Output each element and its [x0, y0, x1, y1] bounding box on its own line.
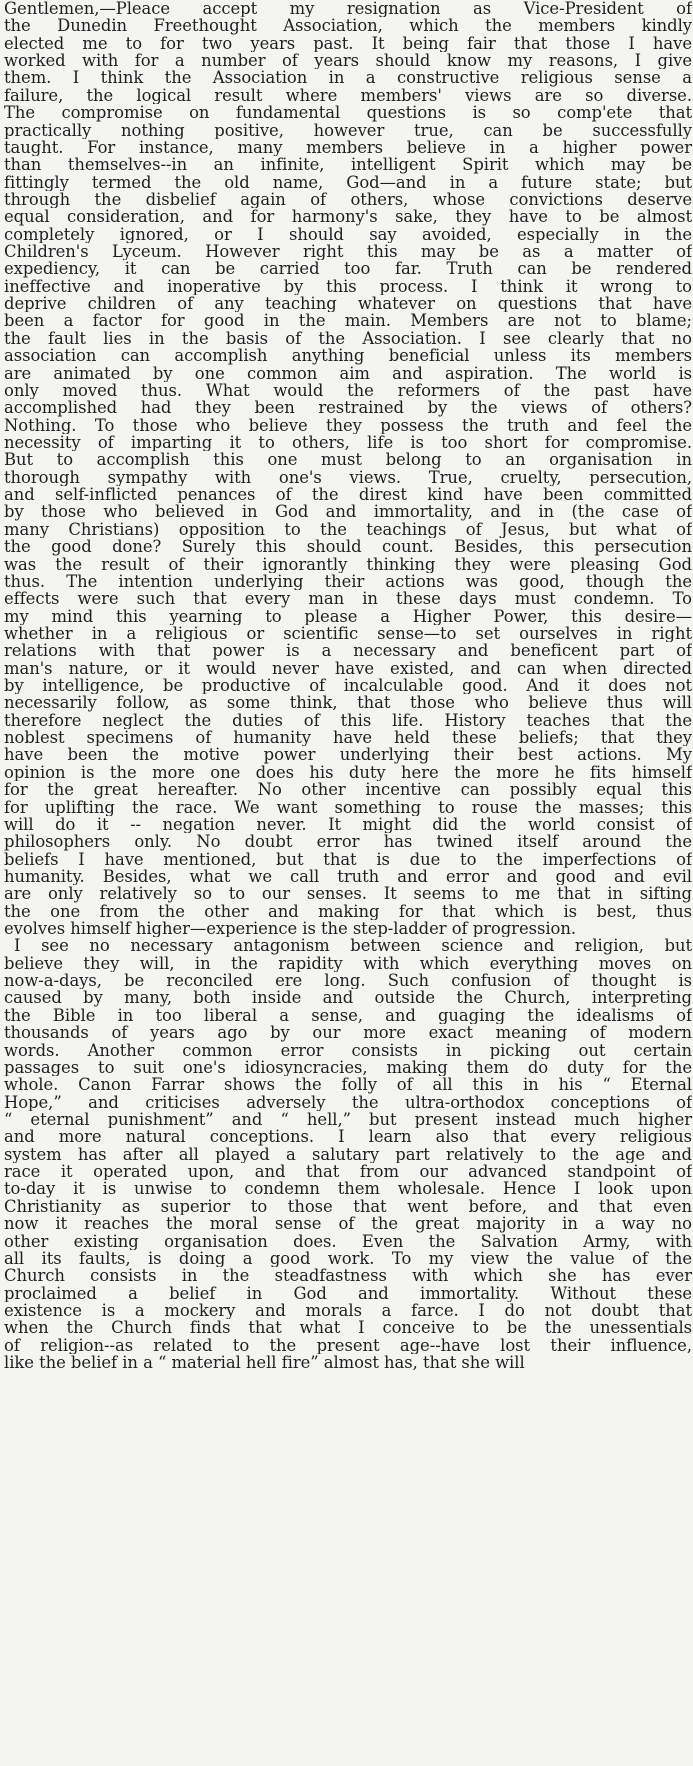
text-line: elected me to for two years past. It being fair that those I have: [4, 34, 692, 53]
text-line: thorough sympathy with one's views. True, cruelty, persecution,: [4, 468, 692, 487]
text-line: association can accomplish anything beneficial unless its members: [4, 347, 692, 365]
text-line: for uplifting the race. We want something to rouse the masses; this: [4, 798, 692, 816]
text-line: deprive children of any teaching whatever on questions that have: [4, 295, 692, 313]
letter-paragraph: [4, 937, 692, 1371]
text-line: Hope,” and criticises adversely the ultra-orthodox conceptions of: [4, 1093, 692, 1111]
text-line: evolves himself higher—experience is the step-ladder of progression.: [4, 920, 577, 938]
text-line: necessarily follow, as some think, that those who believe thus will: [4, 694, 692, 712]
text-line: Church consists in the steadfastness with which she has ever: [4, 1267, 692, 1285]
text-line: proclaimed a belief in God and immortality. Without these: [4, 1284, 692, 1302]
text-line: noblest specimens of humanity have held these beliefs; that they: [4, 729, 692, 747]
text-line: and more natural conceptions. I learn also that every religious: [4, 1128, 692, 1146]
text-line: the fault lies in the basis of the Association. I see clearly that no: [4, 329, 692, 348]
text-line: accomplished had they been restrained by the views of others?: [4, 399, 692, 417]
text-line: and self-inflicted penances of the direst kind have been committed: [4, 486, 692, 504]
text-line: philosophers only. No doubt error has twined itself around the: [4, 833, 692, 851]
text-line: worked with for a number of years should know my reasons, I give: [4, 52, 692, 70]
text-line: thousands of years ago by our more exact meaning of modern: [4, 1024, 692, 1042]
text-line: the Bible in too liberal a sense, and guaging the idealisms of: [4, 1006, 692, 1025]
text-line: Nothing. To those who believe they possess the truth and feel the: [4, 416, 692, 434]
text-line: race it operated upon, and that from our advanced standpoint of: [4, 1163, 692, 1181]
text-line: opinion is the more one does his duty here the more he fits himself: [4, 763, 692, 782]
text-line: them. I think the Association in a constructive religious sense a: [4, 69, 692, 87]
text-line: system has after all played a salutary part relatively to the age and: [4, 1145, 692, 1164]
text-line: my mind this yearning to please a Higher Power, this desire—: [4, 607, 692, 625]
text-line: practically nothing positive, however true, can be successfully: [4, 121, 692, 139]
letter-column: [4, 0, 692, 1371]
text-line: like the belief in a “ material hell fire” almost has, that she will: [4, 1354, 525, 1372]
text-line: the one from the other and making for that which is best, thus: [4, 902, 692, 921]
text-line: all its faults, is doing a good work. To my view the value of the: [4, 1249, 692, 1268]
text-line: passages to suit one's idiosyncracies, making them do duty for the: [4, 1058, 692, 1077]
text-line: now-a-days, be reconciled ere long. Such confusion of thought is: [4, 972, 692, 990]
text-line: Gentlemen,—Pleace accept my resignation as Vice-President of: [4, 0, 692, 18]
text-line: beliefs I have mentioned, but that is due to the imperfections of: [4, 850, 692, 868]
text-line: are only relatively so to our senses. It seems to me that in sifting: [4, 885, 692, 903]
text-line: existence is a mockery and morals a farce. I do not doubt that: [4, 1301, 692, 1320]
text-line: whole. Canon Farrar shows the folly of all this in his “ Eternal: [4, 1076, 692, 1094]
text-line: Children's Lyceum. However right this may be as a matter of: [4, 243, 692, 261]
text-line: many Christians) opposition to the teachings of Jesus, but what of: [4, 520, 692, 539]
text-line: the good done? Surely this should count. Besides, this persecution: [4, 538, 692, 556]
text-line: for the great hereafter. No other incentive can possibly equal this: [4, 781, 692, 799]
text-line: relations with that power is a necessary and beneficent part of: [4, 642, 692, 660]
text-line: was the result of their ignorantly thinking they were pleasing God: [4, 555, 692, 573]
text-line: effects were such that every man in these days must condemn. To: [4, 590, 692, 608]
text-line: humanity. Besides, what we call truth and error and good and evil: [4, 867, 692, 886]
text-line: I see no necessary antagonism between science and religion, but: [14, 937, 692, 955]
text-line: therefore neglect the duties of this life. History teaches that the: [4, 711, 692, 730]
text-line: But to accomplish this one must belong to an organisation in: [4, 451, 692, 469]
text-line: been a factor for good in the main. Members are not to blame;: [4, 312, 692, 330]
text-line: “ eternal punishment” and “ hell,” but present instead much higher: [4, 1111, 692, 1129]
text-line: fittingly termed the old name, God—and in a future state; but: [4, 173, 692, 191]
text-line: necessity of imparting it to others, life is too short for compromise.: [4, 433, 692, 452]
letter-paragraph: [4, 0, 692, 937]
text-line: have been the motive power underlying their best actions. My: [4, 746, 692, 764]
text-line: whether in a religious or scientific sense—to set ourselves in right: [4, 624, 692, 643]
text-line: by those who believed in God and immortality, and in (the case of: [4, 503, 692, 521]
text-line: when the Church finds that what I conceive to be the unessentials: [4, 1319, 692, 1337]
text-line: caused by many, both inside and outside the Church, interpreting: [4, 989, 692, 1007]
text-line: now it reaches the moral sense of the great majority in a way no: [4, 1215, 692, 1233]
text-line: to-day it is unwise to condemn them wholesale. Hence I look upon: [4, 1180, 692, 1198]
text-line: The compromise on fundamental questions is so comp'ete that: [4, 104, 692, 122]
text-line: the Dunedin Freethought Association, which the members kindly: [4, 17, 692, 35]
text-line: are animated by one common aim and aspiration. The world is: [4, 364, 692, 382]
text-line: only moved thus. What would the reformers of the past have: [4, 381, 692, 400]
text-line: expediency, it can be carried too far. Truth can be rendered: [4, 260, 692, 278]
text-line: taught. For instance, many members believe in a higher power: [4, 138, 692, 157]
text-line: words. Another common error consists in picking out certain: [4, 1041, 692, 1059]
text-line: through the disbelief again of others, whose convictions deserve: [4, 190, 692, 209]
text-line: Christianity as superior to those that went before, and that even: [4, 1197, 692, 1216]
text-line: ineffective and inoperative by this process. I think it wrong to: [4, 277, 692, 296]
text-line: believe they will, in the rapidity with which everything moves on: [4, 954, 692, 973]
text-line: man's nature, or it would never have existed, and can when directed: [4, 659, 692, 678]
text-line: thus. The intention underlying their actions was good, though the: [4, 572, 692, 591]
text-line: other existing organisation does. Even the Salvation Army, with: [4, 1232, 692, 1250]
text-line: than themselves--in an infinite, intelligent Spirit which may be: [4, 156, 692, 174]
text-line: failure, the logical result where members' views are so diverse.: [4, 86, 692, 105]
text-line: will do it -- negation never. It might did the world consist of: [4, 815, 692, 834]
text-line: by intelligence, be productive of incalculable good. And it does not: [4, 677, 692, 695]
text-line: equal consideration, and for harmony's sake, they have to be almost: [4, 208, 692, 226]
text-line: completely ignored, or I should say avoided, especially in the: [4, 225, 692, 244]
text-line: of religion--as related to the present age--have lost their influence,: [4, 1336, 692, 1355]
